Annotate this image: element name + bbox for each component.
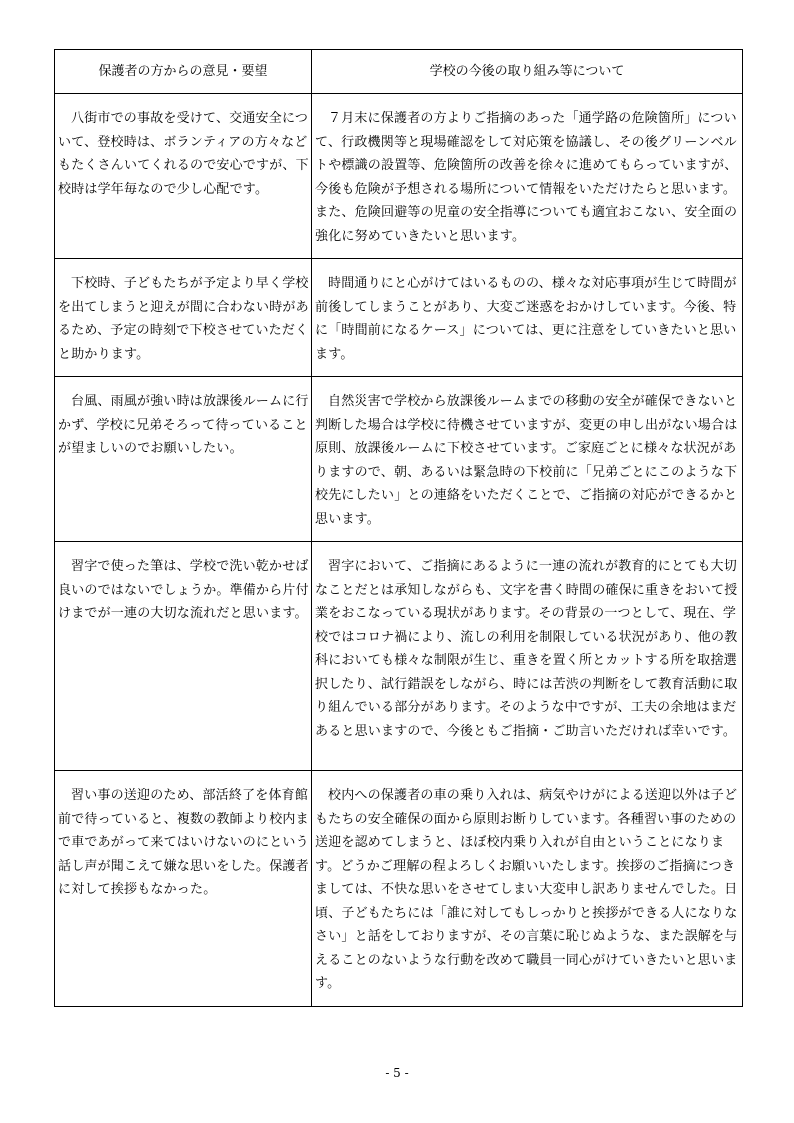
opinion-cell (55, 377, 312, 542)
response-text: 習字において、ご指摘にあるように一連の流れが教育的にとても大切なことだとは承知しながらも、文字を書く時間の確保に重きをおいて授業をおこなっている現状があります。その背景の一つとして、現在、学校ではコロナ禍により、流しの利用を制限している状況があり、他の教科においても様々な制限が生じ、重きを置く所とカットする所を取捨選択したり、試行錯誤をしながら、時には苦渋の判断をして教育活動に取り組んでいる部分があります。そのような中ですが、工夫の余地はまだあると思いますので、今後ともご指摘・ご助言いただければ幸いです。 (315, 559, 738, 739)
opinion-text: 習い事の送迎のため、部活終了を体育館前で待っていると、複数の教師より校内まで車であがって来てはいけないのにという話し声が聞こえて嫌な思いをした。保護者に対して挨拶もなかった。 (58, 788, 309, 897)
response-cell (312, 259, 743, 377)
header-opinion: 保護者の方からの意見・要望 (55, 50, 312, 94)
response-text: 自然災害で学校から放課後ルームまでの移動の安全が確保できないと判断した場合は学校に待機させていますが、変更の申し出がない場合は原則、放課後ルームに下校させています。ご家庭ごとに様々な状況がありますので、朝、あるいは緊急時の下校前に「兄弟ごとにこのような下校先にしたい」との連絡をいただくことで、ご指摘の対応ができるかと思います。 (315, 394, 738, 527)
response-text: ７月末に保護者の方よりご指摘のあった「通学路の危険箇所」について、行政機関等と現場確認をして対応策を協議し、その後グリーンベルトや標識の設置等、危険箇所の改善を徐々に進めてもらっていますが、今後も危険が予想される場所について情報をいただけたらと思います。また、危険回避等の児童の安全指導についても適宜おこない、安全面の強化に努めていきたいと思います。 (315, 111, 738, 244)
opinion-text: 習字で使った筆は、学校で洗い乾かせば良いのではないでしょうか。準備から片付けまでが一連の大切な流れだと思います。 (58, 559, 309, 621)
table-row (55, 94, 743, 259)
table-row (55, 259, 743, 377)
opinion-cell (55, 771, 312, 1007)
opinion-cell (55, 542, 312, 771)
opinion-text: 台風、雨風が強い時は放課後ルームに行かず、学校に兄弟そろって待っていることが望ましいのでお願いしたい。 (58, 394, 309, 456)
table-row (55, 377, 743, 542)
opinion-text: 下校時、子どもたちが予定より早く学校を出てしまうと迎えが間に合わない時があるため、予定の時刻で下校させていただくと助かります。 (58, 276, 309, 362)
header-response: 学校の今後の取り組み等について (312, 50, 743, 94)
response-cell (312, 377, 743, 542)
response-text: 校内への保護者の車の乗り入れは、病気やけがによる送迎以外は子どもたちの安全確保の面から原則お断りしています。各種習い事のための送迎を認めてしまうと、ほぼ校内乗り入れが自由ということになります。どうかご理解の程よろしくお願いいたします。挨拶のご指摘につきましては、不快な思いをさせてしまい大変申し訳ありませんでした。日頃、子どもたちには「誰に対してもしっかりと挨拶ができる人になりなさい」と話をしておりますが、その言葉に恥じぬような、また誤解を与えることのないような行動を改めて職員一同心がけていきたいと思います。 (315, 788, 738, 991)
opinion-response-table (54, 49, 743, 1007)
opinion-text: 八街市での事故を受けて、交通安全について、登校時は、ボランティアの方々などもたくさんいてくれるので安心ですが、下校時は学年毎なので少し心配です。 (58, 111, 309, 197)
page-number: - 5 - (385, 1066, 409, 1080)
opinion-cell (55, 259, 312, 377)
table-row (55, 771, 743, 1007)
response-text: 時間通りにと心がけてはいるものの、様々な対応事項が生じて時間が前後してしまうことがあり、大変ご迷惑をおかけしています。今後、特に「時間前になるケース」については、更に注意をしていきたいと思います。 (315, 276, 737, 362)
response-cell (312, 94, 743, 259)
response-cell (312, 771, 743, 1007)
table-row (55, 542, 743, 771)
opinion-cell (55, 94, 312, 259)
response-cell (312, 542, 743, 771)
table-header-row (55, 50, 743, 94)
